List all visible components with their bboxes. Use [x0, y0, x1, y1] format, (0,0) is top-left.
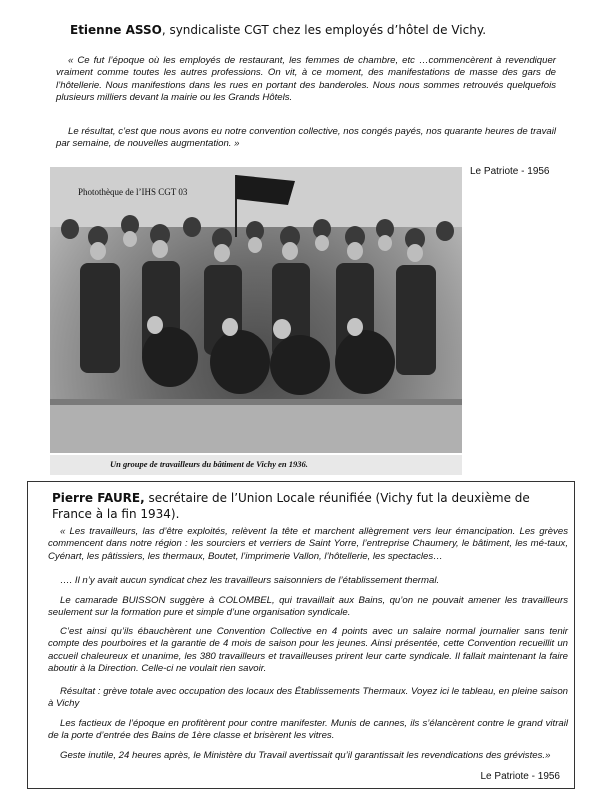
- faure-name: Pierre FAURE,: [52, 491, 145, 505]
- faure-paragraph-3: Le camarade BUISSON suggère à COLOMBEL, qui travaillait aux Bains, qu’on ne pouvait amener les travailleurs seulement sur la formation pure et simple d’une organisation syndicale.: [48, 595, 568, 619]
- faure-paragraph-1: « Les travailleurs, las d’être exploités, relèvent la tête et marchent allègrement vers leur émancipation. Les grèves commencent dans notre région : les sourciers et verriers de Saint Yorre, l’entreprise Chaumery, le bâtiment, les mé-taux, Cyénart, les pâtissiers, les thermaux, Boutet, l’imprimerie Vallon, l’hôtellerie, les spectacles…: [48, 526, 568, 562]
- faure-paragraph-4: C’est ainsi qu’ils ébauchèrent une Convention Collective en 4 points avec un salaire normal journalier sans tenir compte des pourboires et la garantie de 4 mois de saison pour les jeunes. Ainsi présentée, cette Convention recueillit un accueil chaleureux et unanime, les 380 travailleurs et travailleuses prirent leur carte syndicale. Il fallait maintenant la faire aboutir à la Direction. Celle-ci ne voulait rien savoir.: [48, 626, 568, 674]
- group-photo-illustration: [50, 167, 462, 453]
- faure-heading: [52, 490, 572, 522]
- photo-caption: Un groupe de travailleurs du bâtiment de Vichy en 1936.: [110, 459, 308, 469]
- faure-testimony-box: [27, 481, 575, 789]
- faure-paragraph-7: Geste inutile, 24 heures après, le Ministère du Travail avertissait qu’il garantissait les revendications des grévistes.»: [60, 750, 551, 761]
- faure-paragraph-2: …. Il n’y avait aucun syndicat chez les travailleurs saisonniers de l’établissement thermal.: [60, 575, 440, 586]
- asso-source: Le Patriote - 1956: [470, 166, 550, 177]
- photo-credit: Photothèque de l’IHS CGT 03: [78, 187, 188, 197]
- photo-caption-band: [50, 455, 462, 475]
- asso-heading: [70, 22, 570, 38]
- faure-source: Le Patriote - 1956: [480, 771, 560, 782]
- asso-role: , syndicaliste CGT chez les employés d’hôtel de Vichy.: [161, 23, 487, 37]
- faure-paragraph-5: Résultat : grève totale avec occupation des locaux des Établissements Thermaux. Voyez ici le tableau, en pleine saison à Vichy: [48, 686, 568, 710]
- faure-role: secrétaire de l’Union Locale réunifiée (Vichy fut la deuxième de France à la fin 1934).: [52, 491, 530, 521]
- faure-paragraph-6: Les factieux de l’époque en profitèrent pour contre manifester. Munis de cannes, ils s’élancèrent contre le grand vitrail de la porte d’entrée des Bains de 1ère classe et brisèrent les vitres.: [48, 718, 568, 742]
- asso-name: Etienne ASSO: [70, 23, 162, 37]
- group-photo: [50, 167, 462, 453]
- asso-quote-paragraph-1: « Ce fut l’époque où les employés de restaurant, les femmes de chambre, etc …commencèrent à revendiquer vraiment comme toutes les autres professions. On vit, à ce moment, des manifestations de masse des gars de l’hôtellerie. Nous manifestions dans les rues en portant des banderoles. Nous nous sommes retrouvés quelquefois plusieurs milliers devant la mairie ou les Grands Hôtels.: [56, 55, 556, 103]
- asso-quote-paragraph-2: Le résultat, c’est que nous avons eu notre convention collective, nos congés payés, nos quarante heures de travail par semaine, de nouvelles augmentation. »: [56, 126, 556, 150]
